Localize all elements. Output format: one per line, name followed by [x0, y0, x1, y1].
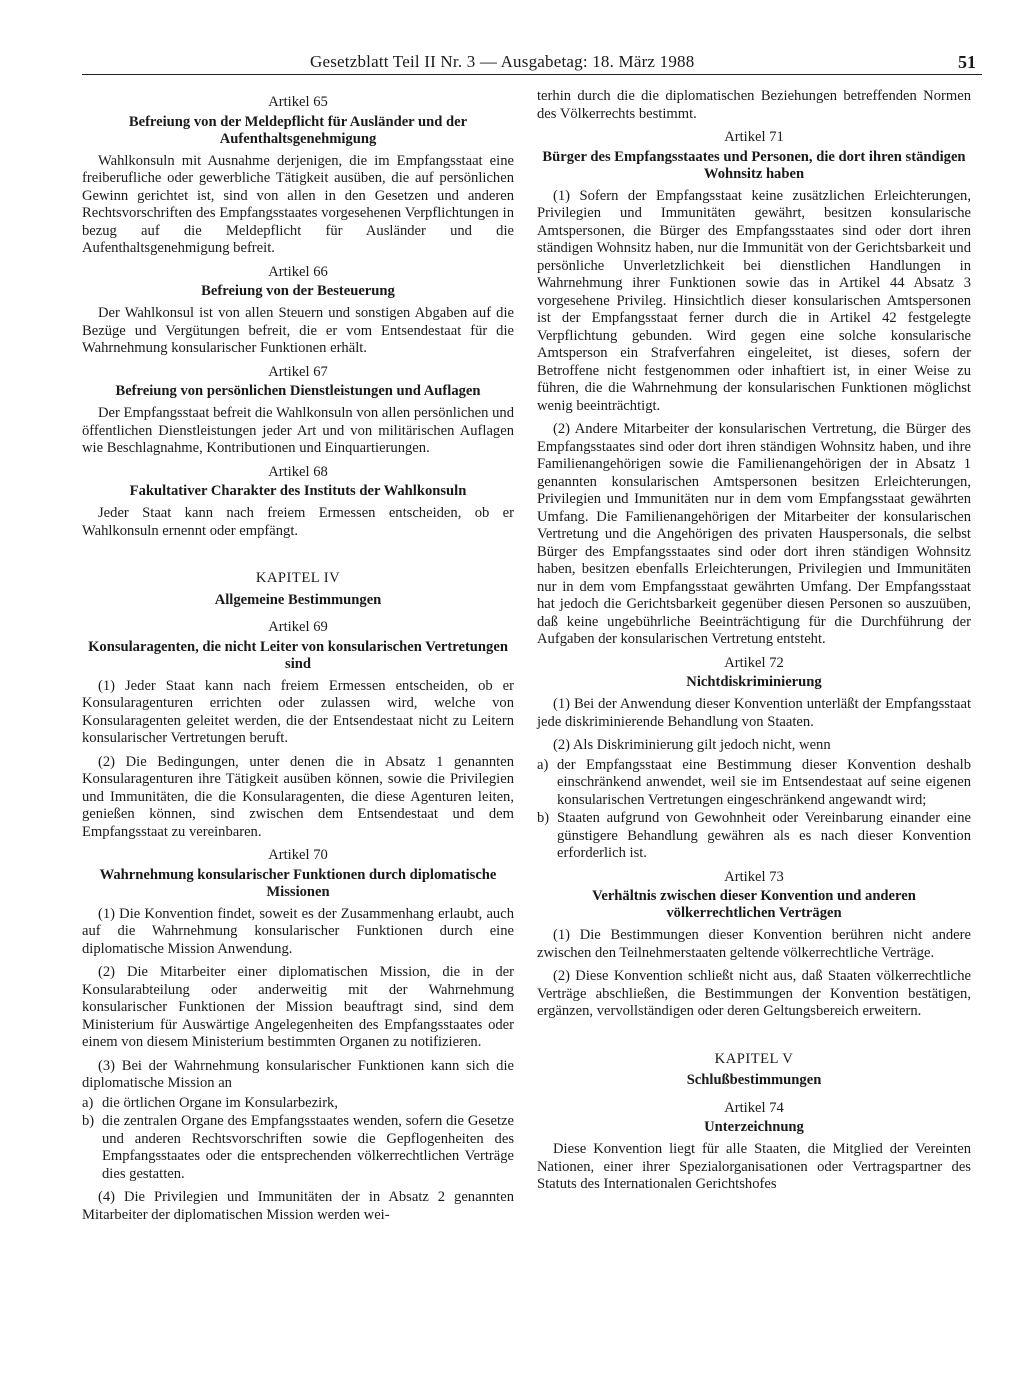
article-paragraph: (1) Jeder Staat kann nach freiem Ermessen entscheiden, ob er Konsularagenturen errichten oder zulassen wird, welche von Konsularagenten geleitet werden, die der Entsendestaat nicht zu Leitern konsularischer Vertretungen beruft.: [82, 677, 514, 746]
list-item-text: die zentralen Organe des Empfangsstaates wenden, sofern die Gesetze und anderen Rechtsvorschriften sowie die Gepflogenheiten des Empfangsstaates oder die entsprechenden völkerrechtlichen Verträge dies gestatten.: [102, 1113, 514, 1182]
article-number: Artikel 71: [724, 129, 784, 145]
article-title: Befreiung von der Meldepflicht für Ausländer und der Aufenthaltsgenehmigung: [128, 113, 468, 147]
article-paragraph: (1) Die Bestimmungen dieser Konvention berühren nicht andere zwischen den Teilnehmerstaaten geltende völkerrechtliche Verträge.: [537, 927, 971, 961]
list-item: [537, 757, 971, 810]
article-paragraph: (2) Als Diskriminierung gilt jedoch nicht, wenn: [553, 737, 831, 753]
left-column: [82, 88, 514, 1230]
continued-paragraph: terhin durch die die diplomatischen Beziehungen betreffenden Normen des Völkerrechts bestimmt.: [537, 88, 971, 122]
article-number: Artikel 72: [724, 654, 784, 671]
article-paragraph: (1) Bei der Anwendung dieser Konvention unterläßt der Empfangsstaat jede diskriminierende Behandlung von Staaten.: [537, 696, 971, 730]
list-item-label: b): [82, 1113, 95, 1129]
list-item: [82, 1113, 514, 1183]
article-paragraph: Jeder Staat kann nach freiem Ermessen entscheiden, ob er Wahlkonsuln ernennt oder empfängt.: [82, 505, 514, 539]
chapter-title: Schlußbestimmungen: [686, 1072, 822, 1088]
list-item-text: der Empfangsstaat eine Bestimmung dieser Konvention deshalb einschränkend anwendet, weil sie im Entsendestaat auf seine eigenen konsularischen Vertretungen eingeschränkend angewandt wird;: [557, 756, 971, 808]
article-paragraph: (4) Die Privilegien und Immunitäten der in Absatz 2 genannten Mitarbeiter der diplomatischen Mission werden wei-: [82, 1189, 514, 1223]
article-paragraph: Der Wahlkonsul ist von allen Steuern und sonstigen Abgaben auf die Bezüge und Vergütungen befreit, die er vom Entsendestaat für die Wahrnehmung konsularischer Funktionen erhält.: [82, 305, 514, 356]
article-title: Nichtdiskriminierung: [686, 674, 822, 690]
article-paragraph: Der Empfangsstaat befreit die Wahlkonsuln von allen persönlichen und öffentlichen Dienstleistungen jeder Art und von militärischen Auflagen wie Beschlagnahme, Kontributionen und Einquartierungen.: [82, 405, 514, 456]
page-header: [82, 50, 982, 76]
article-title: Befreiung von der Besteuerung: [201, 283, 395, 299]
right-column: [537, 88, 971, 1200]
article-paragraph: (1) Die Konvention findet, soweit es der Zusammenhang erlaubt, auch auf die Wahrnehmung konsularischer Funktionen durch eine diplomatische Mission Anwendung.: [82, 905, 514, 957]
article-paragraph: Wahlkonsuln mit Ausnahme derjenigen, die im Empfangsstaat eine freiberufliche oder gewerbliche Tätigkeit ausüben, die auf persönlichen Gewinn gerichtet ist, sind von allen in den Gesetzen und anderen Rechtsvorschriften des Empfangsstaates vorgesehenen Verpflichtungen in bezug auf die Meldepflicht für Ausländer und die Aufenthaltsgenehmigung befreit.: [82, 152, 514, 256]
list-item-text: die örtlichen Organe im Konsularbezirk,: [102, 1094, 338, 1111]
article-title: Wahrnehmung konsularischer Funktionen durch diplomatische Missionen: [99, 866, 497, 900]
article-title: Verhältnis zwischen dieser Konvention und anderen völkerrechtlichen Verträgen: [592, 888, 916, 921]
chapter-label: KAPITEL V: [714, 1050, 794, 1067]
article-paragraph: Diese Konvention liegt für alle Staaten, die Mitglied der Vereinten Nationen, einer ihrer Spezialorganisationen oder Vertragspartner des Statuts des Internationalen Gerichtshofes: [537, 1141, 971, 1192]
enumerated-list: [82, 1095, 514, 1184]
article-paragraph: (2) Die Mitarbeiter einer diplomatischen Mission, die in der Konsularabteilung oder anderweitig mit der Wahrnehmung konsularischer Funktionen der Mission beauftragt sind, sind dem Ministerium für Auswärtige Angelegenheiten des Empfangsstaates oder einem von diesem Ministerium bestimmten Organen zu notifizieren.: [82, 964, 514, 1050]
gazette-header-title: Gesetzblatt Teil II Nr. 3 — Ausgabetag: 18. März 1988: [310, 52, 695, 71]
article-number: Artikel 65: [268, 94, 328, 110]
list-item-label: a): [537, 756, 549, 773]
article-title: Unterzeichnung: [704, 1119, 804, 1135]
article-title: Befreiung von persönlichen Dienstleistungen und Auflagen: [115, 383, 481, 399]
list-item-label: a): [82, 1094, 94, 1111]
article-number: Artikel 69: [268, 619, 328, 635]
article-title: Fakultativer Charakter des Instituts der Wahlkonsuln: [129, 483, 467, 499]
list-item: [537, 810, 971, 863]
article-paragraph: (1) Sofern der Empfangsstaat keine zusätzlichen Erleichterungen, Privilegien und Immunitäten gewährt, besitzen konsularische Amtspersonen, die Bürger des Empfangsstaates sind oder dort ihren ständigen Wohnsitz haben, nur die Immunität von der Gerichtsbarkeit und persönliche Unverletzlichkeit bei dienstlichen Handlungen in Wahrnehmung ihrer Funktionen sowie das in Artikel 44 Absatz 3 vorgesehene Privileg. Hinsichtlich dieser konsularischen Amtspersonen ist der Empfangsstaat ferner durch die in Artikel 42 festgelegte Verpflichtung gebunden. Wird gegen eine solche konsularische Amtsperson ein Strafverfahren eingeleitet, ist dieses, sofern der Betroffene nicht festgenommen oder inhaftiert ist, in einer Weise zu führen, die die Wahrnehmung der konsularischen Funktionen möglichst wenig beeinträchtigt.: [537, 187, 971, 414]
list-item-text: Staaten aufgrund von Gewohnheit oder Vereinbarung einander eine günstigere Behandlung gewähren als es nach dieser Konvention erforderlich ist.: [557, 810, 971, 861]
header-rule: [82, 74, 982, 75]
page-number: 51: [958, 52, 976, 72]
article-number: Artikel 70: [268, 847, 328, 863]
chapter-title: Allgemeine Bestimmungen: [214, 591, 382, 608]
article-paragraph: (2) Diese Konvention schließt nicht aus, daß Staaten völkerrechtliche Verträge abschließen, die Bestimmungen der Konvention bestätigen, ergänzen, vervollständigen oder deren Geltungsbereich erweitern.: [537, 968, 971, 1019]
chapter-label: KAPITEL IV: [255, 570, 341, 586]
article-number: Artikel 66: [268, 263, 328, 280]
article-paragraph: (2) Andere Mitarbeiter der konsularischen Vertretung, die Bürger des Empfangsstaates sind oder dort ihren ständigen Wohnsitz haben, und ihre Familienangehörigen sowie die Familienangehörigen der in Absatz 1 genannten konsularischen Amtspersonen besitzen Erleichterungen, Privilegien und Immunitäten nur in dem vom Empfangsstaat gewährten Umfang. Die Familienangehörigen der Mitarbeiter der konsularischen Vertretung und die Angehörigen des privaten Hauspersonals, die selbst Bürger des Empfangsstaates sind oder dort ihren ständigen Wohnsitz haben, besitzen ebenfalls Erleichterungen, Privilegien und Immunitäten nur in dem vom Empfangsstaat gewährten Umfang. Der Empfangsstaat hat jedoch die Gerichtsbarkeit gegenüber diesen Personen so auszuüben, daß keine ungebührliche Beeinträchtigung für die Durchführung der Aufgaben der konsularischen Vertretung entsteht.: [537, 421, 971, 647]
article-title: Konsularagenten, die nicht Leiter von konsularischen Vertretungen sind: [88, 638, 508, 672]
article-number: Artikel 68: [268, 463, 328, 480]
list-item: [82, 1095, 514, 1113]
list-item-label: b): [537, 810, 550, 826]
article-number: Artikel 73: [724, 868, 784, 885]
article-title: Bürger des Empfangsstaates und Personen, die dort ihren ständigen Wohnsitz haben: [542, 148, 966, 182]
article-number: Artikel 74: [724, 1099, 784, 1116]
article-paragraph: (3) Bei der Wahrnehmung konsularischer Funktionen kann sich die diplomatische Mission an: [82, 1057, 514, 1091]
enumerated-list: [537, 757, 971, 863]
article-number: Artikel 67: [268, 363, 328, 380]
article-paragraph: (2) Die Bedingungen, unter denen die in Absatz 1 genannten Konsularagenturen ihre Tätigkeit ausüben können, sowie die Privilegien und Immunitäten, die die Konsularagenten, die diese Agenturen leiten, genießen können, sind zwischen dem Entsendestaat und dem Empfangsstaat zu vereinbaren.: [82, 753, 514, 840]
